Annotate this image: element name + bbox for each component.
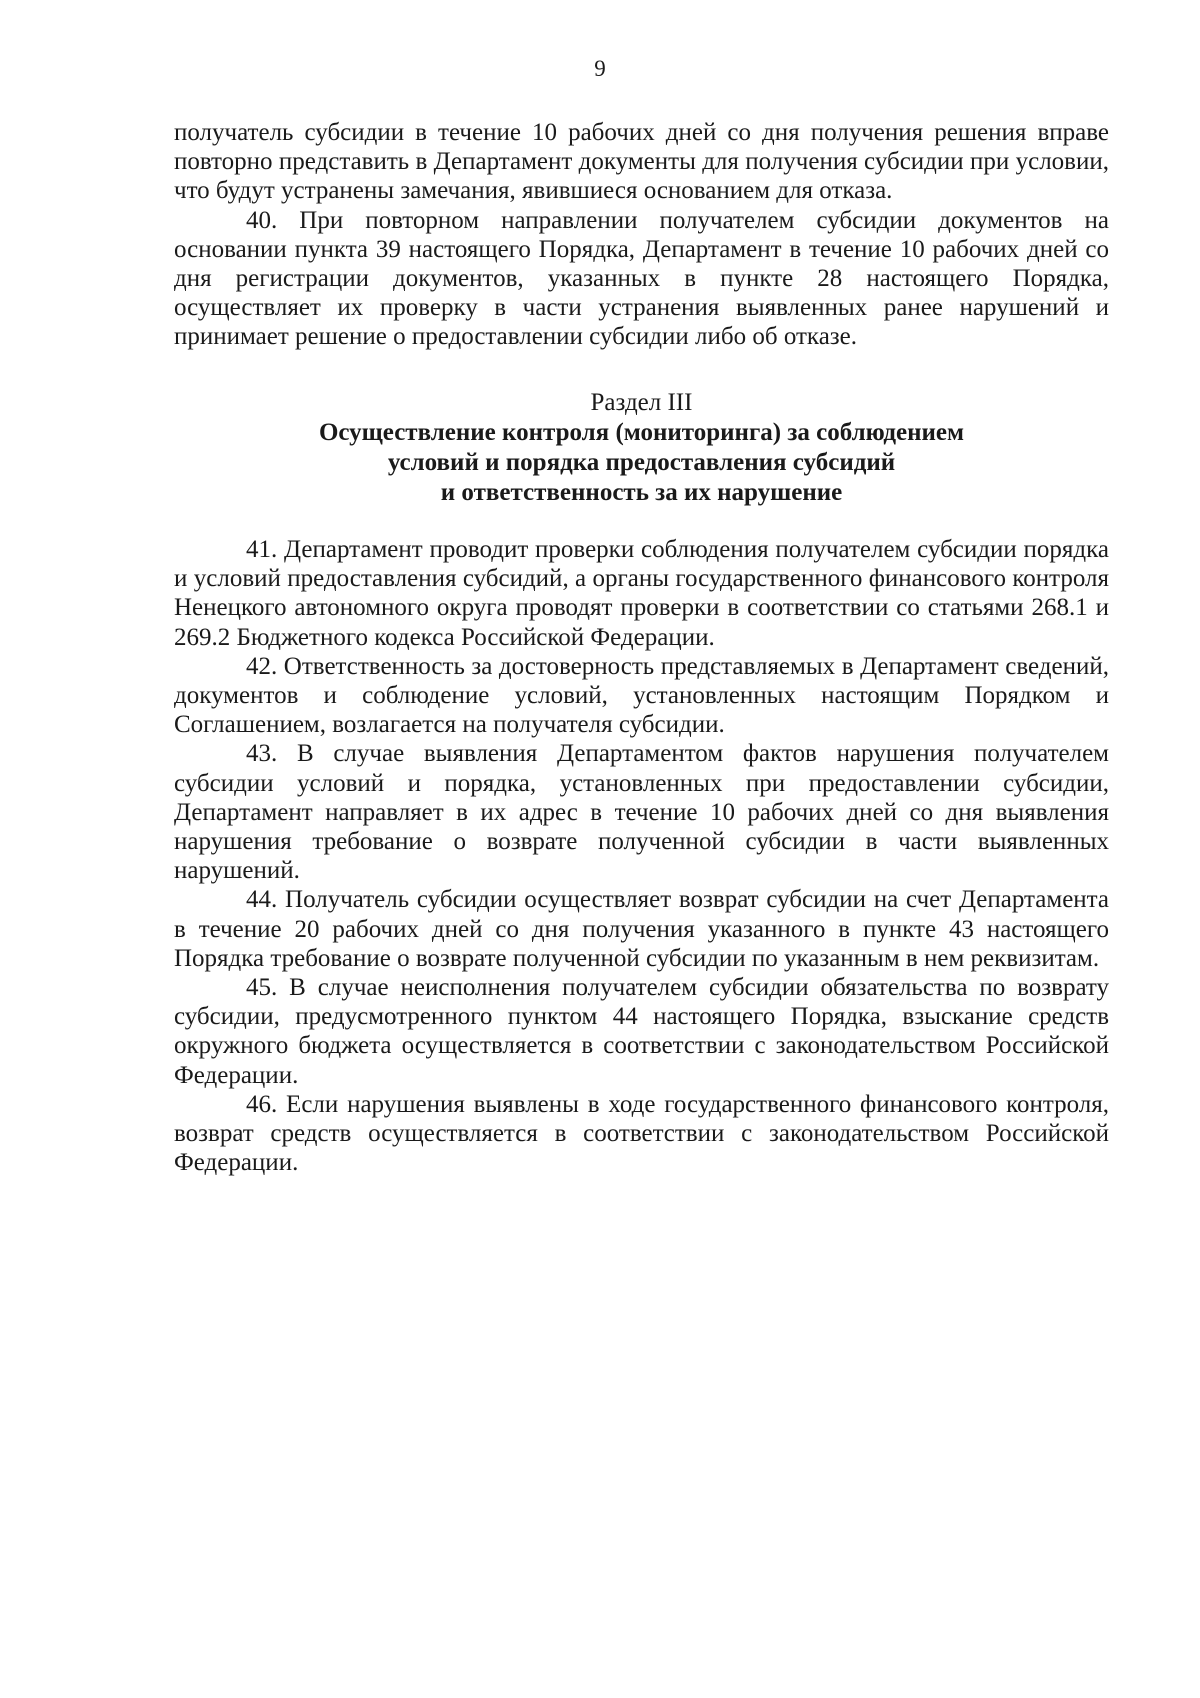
paragraph-44: 44. Получатель субсидии осуществляет возврат субсидии на счет Департамента в течение 20 рабочих дней со дня получения указанного в пункте 43 настоящего Порядка требование о возврате полученной субсидии по указанным в нем реквизитам. bbox=[174, 886, 1109, 972]
section-heading bbox=[174, 388, 1109, 508]
section-title-line-3: и ответственность за их нарушение bbox=[440, 479, 843, 506]
paragraph-continuation: получатель субсидии в течение 10 рабочих дней со дня получения решения вправе повторно представить в Департамент документы для получения субсидии при условии, что будут устранены замечания, явившиеся основанием для отказа. bbox=[174, 119, 1109, 205]
paragraph-46: 46. Если нарушения выявлены в ходе государственного финансового контроля, возврат средств осуществляется в соответствии с законодательством Российской Федерации. bbox=[174, 1090, 1109, 1177]
paragraph-40: 40. При повторном направлении получателем субсидии документов на основании пункта 39 настоящего Порядка, Департамент в течение 10 рабочих дней со дня регистрации документов, указанных в пункте 28 настоящего Порядка, осуществляет их проверку в части устранения выявленных ранее нарушений и принимает решение о предоставлении субсидии либо об отказе. bbox=[174, 206, 1109, 351]
section-title-line-1: Осуществление контроля (мониторинга) за соблюдением bbox=[318, 419, 965, 446]
section-label: Раздел III bbox=[590, 389, 693, 416]
paragraph-41: 41. Департамент проводит проверки соблюдения получателем субсидии порядка и условий предоставления субсидий, а органы государственного финансового контроля Ненецкого автономного округа проводят проверки в соответствии со статьями 268.1 и 269.2 Бюджетного кодекса Российской Федерации. bbox=[174, 536, 1109, 651]
paragraph-45: 45. В случае неисполнения получателем субсидии обязательства по возврату субсидии, предусмотренного пунктом 44 настоящего Порядка, взыскание средств окружного бюджета осуществляется в соответствии с законодательством Российской Федерации. bbox=[174, 974, 1109, 1089]
section-body bbox=[174, 535, 1109, 1177]
section-title-line-2: условий и порядка предоставления субсидий bbox=[387, 449, 896, 476]
paragraph-43: 43. В случае выявления Департаментом фактов нарушения получателем субсидии условий и порядка, установленных при предоставлении субсидии, Департамент направляет в их адрес в течение 10 рабочих дней со дня выявления нарушения требование о возврате полученной субсидии в части выявленных нарушений. bbox=[174, 740, 1109, 885]
page-number: 9 bbox=[594, 56, 606, 81]
opening-text bbox=[174, 118, 1109, 352]
paragraph-42: 42. Ответственность за достоверность представляемых в Департамент сведений, документов и соблюдение условий, установленных настоящим Порядком и Соглашением, возлагается на получателя субсидии. bbox=[174, 652, 1109, 739]
